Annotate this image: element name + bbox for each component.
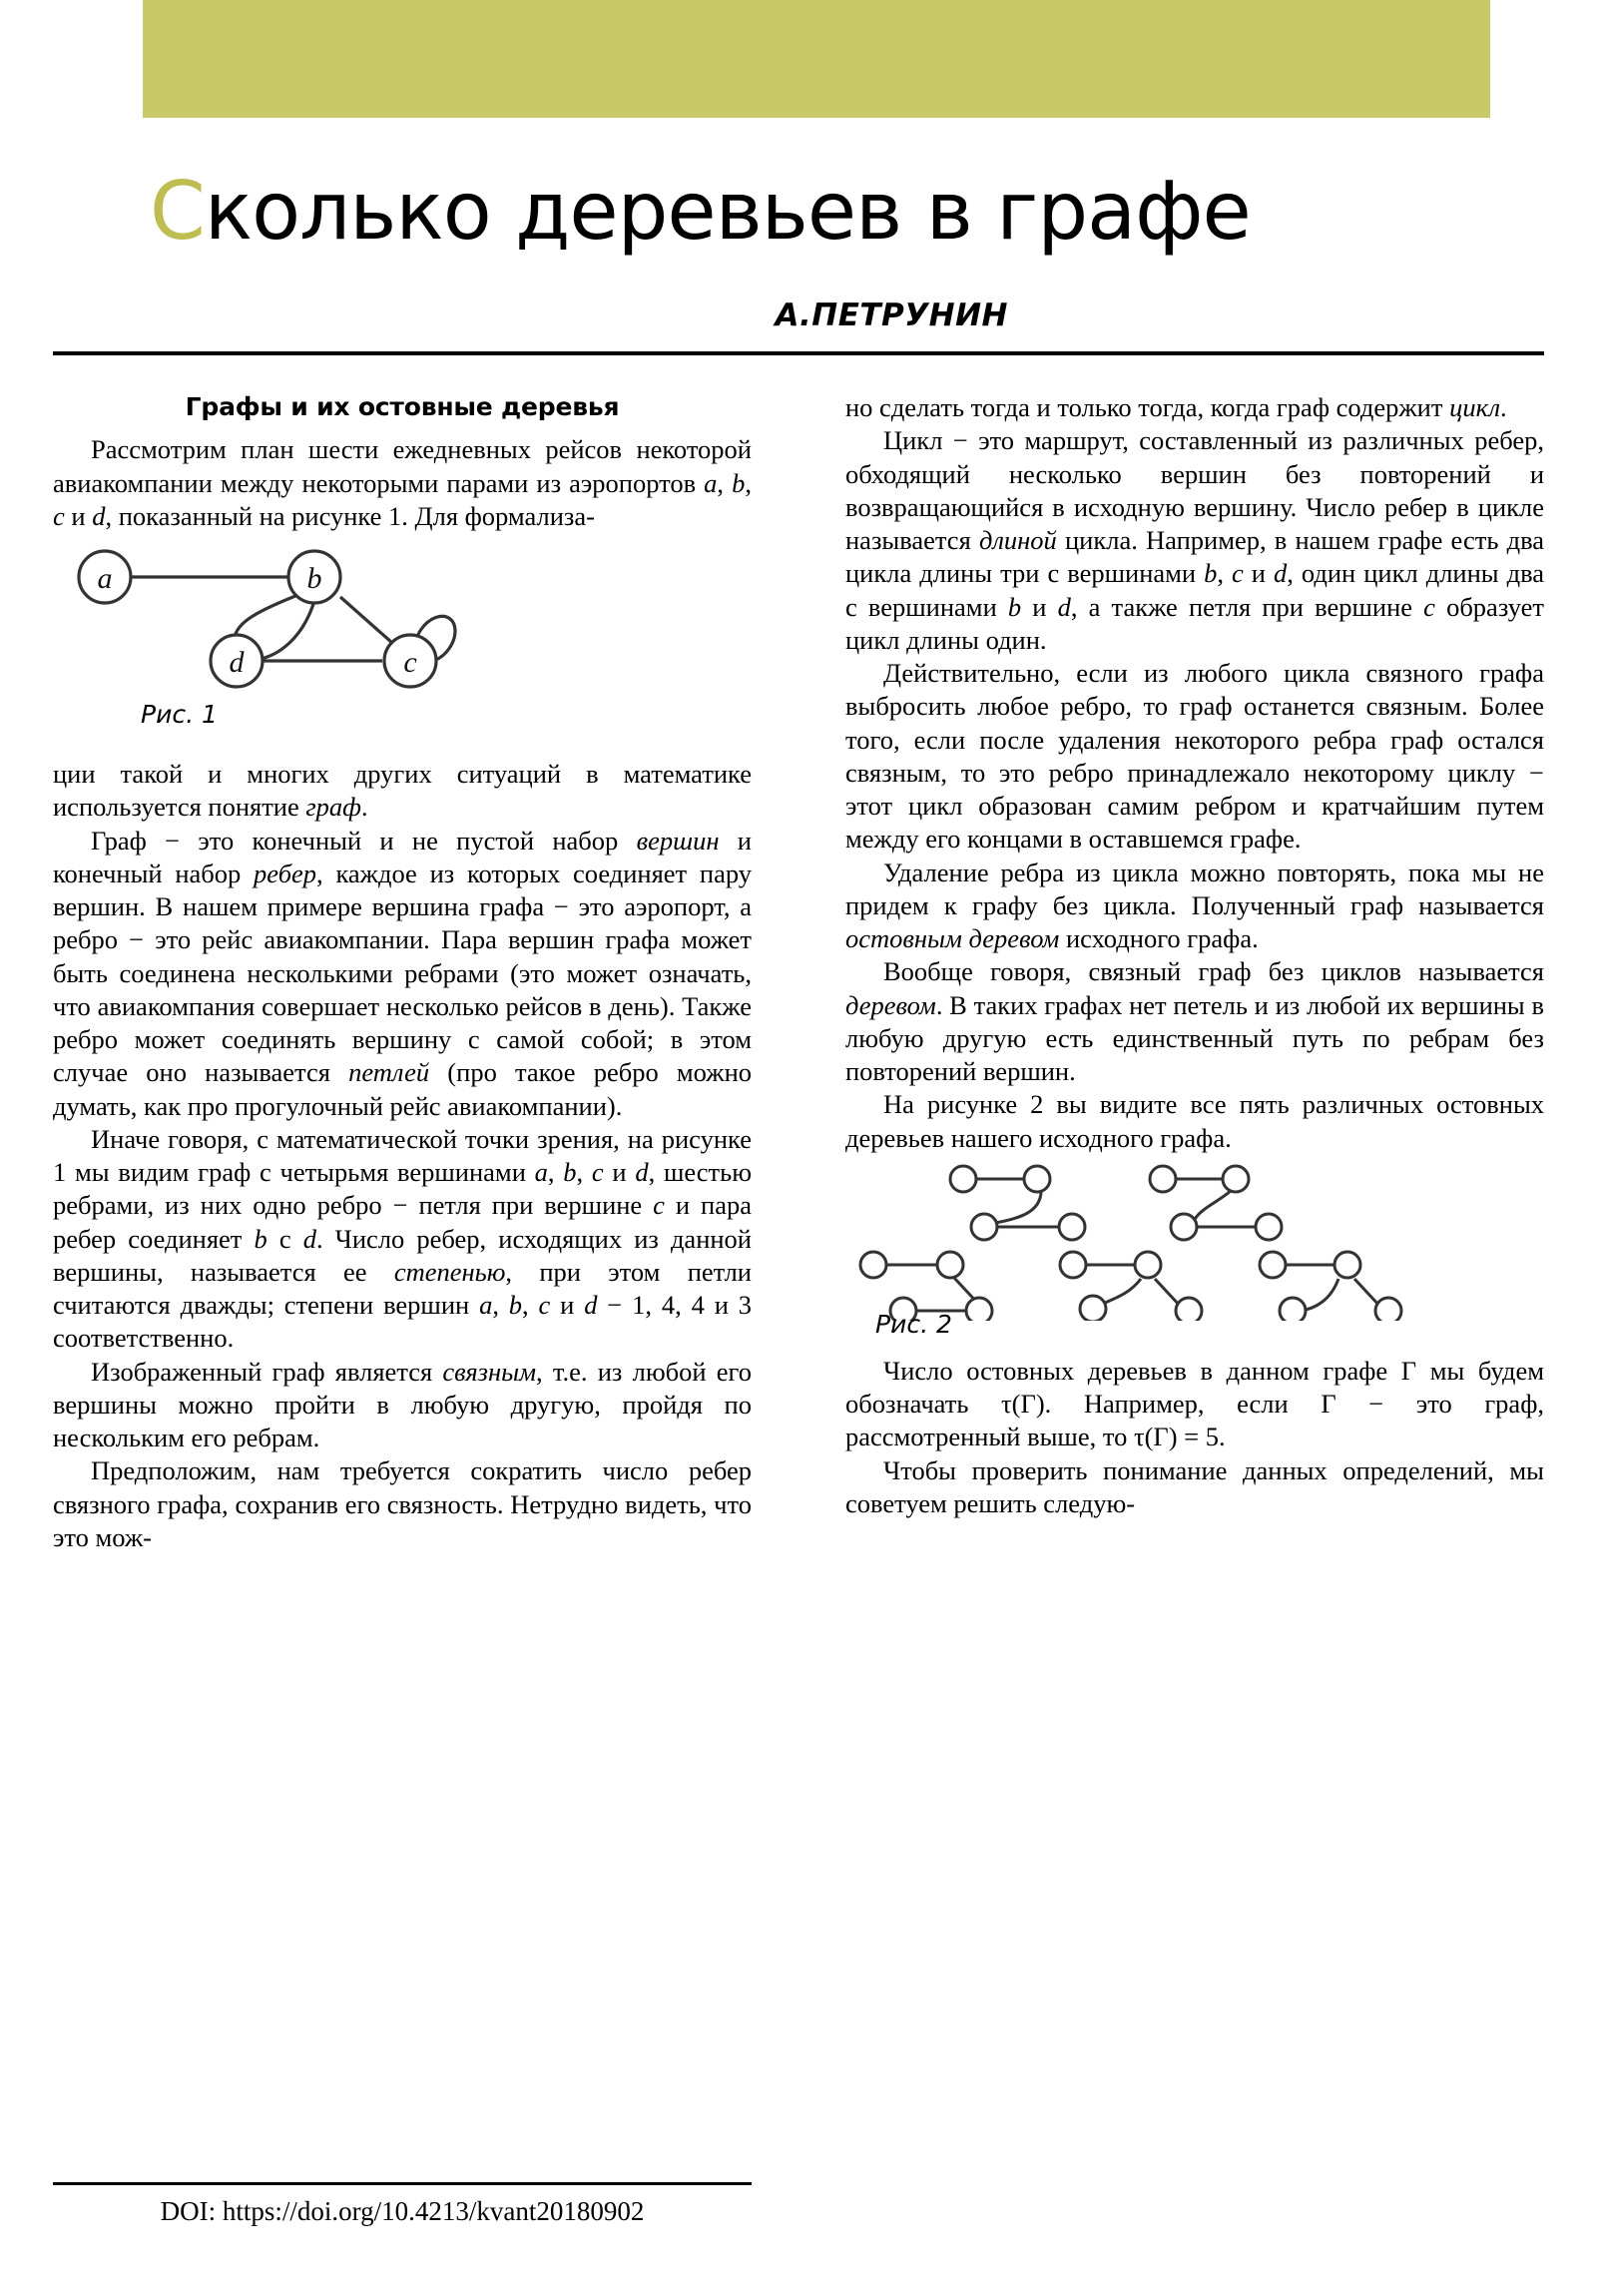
figure-1 (53, 539, 752, 754)
footer-divider-rule (53, 2182, 752, 2185)
header-divider-rule (53, 351, 1544, 355)
vertex-c-label: c (403, 646, 417, 680)
edge-b-d-second (261, 601, 314, 659)
edge-b-d-first (236, 594, 300, 634)
paragraph-r3: Действительно, если из любого цикла связного графа выбросить любое ребро, то граф останется связным. Более того, если после удаления некоторого ребра граф остался связным, то это ребро принадлежало некоторому циклу − этот цикл образован самим ребром и кратчайшим путем между его концами в оставшемся графе. (845, 658, 1544, 855)
paragraph-l3: Граф − это конечный и не пустой набор вершин и конечный набор ребер, каждое из которых соединяет пару вершин. В нашем примере вершина графа − это аэропорт, а ребро − это рейс авиакомпании. Пара вершин графа может быть соединена несколькими ребрами (это может означать, что авиакомпания совершает несколько рейсов в день). Также ребро может соединять вершину с самой собой; в этом случае оно называется петлей (про такое ребро можно думать, как про прогулочный рейс авиакомпании). (53, 825, 752, 1121)
paragraph-r1: но сделать тогда и только тогда, когда граф содержит цикл. (845, 392, 1507, 422)
title-text: колько деревьев в графе (204, 164, 1251, 258)
paragraph-l2: ции такой и многих других ситуаций в математике используется понятие граф. (53, 759, 752, 823)
figure-2 (845, 1161, 1544, 1351)
paragraph-l4: Иначе говоря, с математической точки зрения, на рисунке 1 мы видим граф с четырьмя вершинами a, b, c и d, шестью ребрами, из них одно ребро − петля при вершине c и пара ребер соединяет b с d. Число ребер, исходящих из данной вершины, называется ее степенью, при этом петли считаются дважды; степени вершин a, b, c и d − 1, 4, 4 и 3 соответственно. (53, 1123, 753, 1354)
masthead-color-band (143, 0, 1490, 118)
section-heading: Графы и их остовные деревья (185, 392, 620, 421)
author-byline: А.ПЕТРУНИН (775, 297, 1008, 333)
paragraph-l1-part-a: Рассмотрим план шести ежедневных рейсов некоторой авиакомпании между некоторыми парами из аэропортов (53, 434, 752, 498)
vertex-a-label: a (97, 562, 113, 596)
edge-b-c (340, 597, 392, 643)
figure-2-caption: Рис. 2 (875, 1309, 952, 1339)
vertex-d-label: d (229, 646, 245, 680)
figure-2-trees (845, 1161, 1544, 1321)
paragraph-l1: Рассмотрим план шести ежедневных рейсов некоторой авиакомпании между некоторыми парами из аэропортов a, b, c и d, показанный на рисунке 1. Для формализа- (53, 434, 752, 531)
right-column (845, 391, 1544, 1520)
paragraph-l1-part-b: , показанный на рисунке 1. Для формализа- (105, 500, 595, 531)
paragraph-r5: Вообще говоря, связный граф без циклов называется деревом. В таких графах нет петель и из любой их вершины в любую другую есть единственный путь по ребрам без повторений вершин. (845, 956, 1544, 1086)
figure-1-caption: Рис. 1 (141, 700, 218, 730)
paragraph-r8: Чтобы проверить понимание данных определений, мы советуем решить следую- (845, 1454, 1544, 1518)
paragraph-r6: На рисунке 2 вы видите все пять различных остовных деревьев нашего исходного графа. (845, 1089, 1544, 1153)
figure-1-graph (53, 539, 612, 704)
left-column (53, 391, 752, 1554)
paragraph-l6: Предположим, нам требуется сократить число ребер связного графа, сохранив его связность. Нетрудно видеть, что это мож- (53, 1455, 752, 1552)
page-title (150, 164, 1547, 258)
title-dropcap: С (150, 164, 205, 258)
vertex-b-label: b (306, 562, 322, 596)
doi-line: DOI: https://doi.org/10.4213/kvant20180902 (160, 2196, 645, 2226)
paragraph-l5: Изображенный граф является связным, т.е. из любой его вершины можно пройти в любую другую, пройдя по нескольким его ребрам. (53, 1356, 752, 1453)
paragraph-r7: Число остовных деревьев в данном графе Г мы будем обозначать τ(Г). Например, если Г − это граф, рассмотренный выше, то τ(Г) = 5. (845, 1355, 1544, 1452)
paragraph-r4: Удаление ребра из цикла можно повторять, пока мы не придем к графу без цикла. Полученный граф называется остовным деревом исходного графа. (845, 857, 1544, 953)
paragraph-r2: Цикл − это маршрут, составленный из различных ребер, обходящий несколько вершин без повторений и возвращающийся в исходную вершину. Число ребер в цикле называется длиной цикла. Например, в нашем графе есть два цикла длины три с вершинами b, c и d, один цикл длины два с вершинами b и d, а также петля при вершине c образует цикл длины один. (845, 425, 1545, 655)
vertex-letters-inline: a (704, 467, 718, 498)
